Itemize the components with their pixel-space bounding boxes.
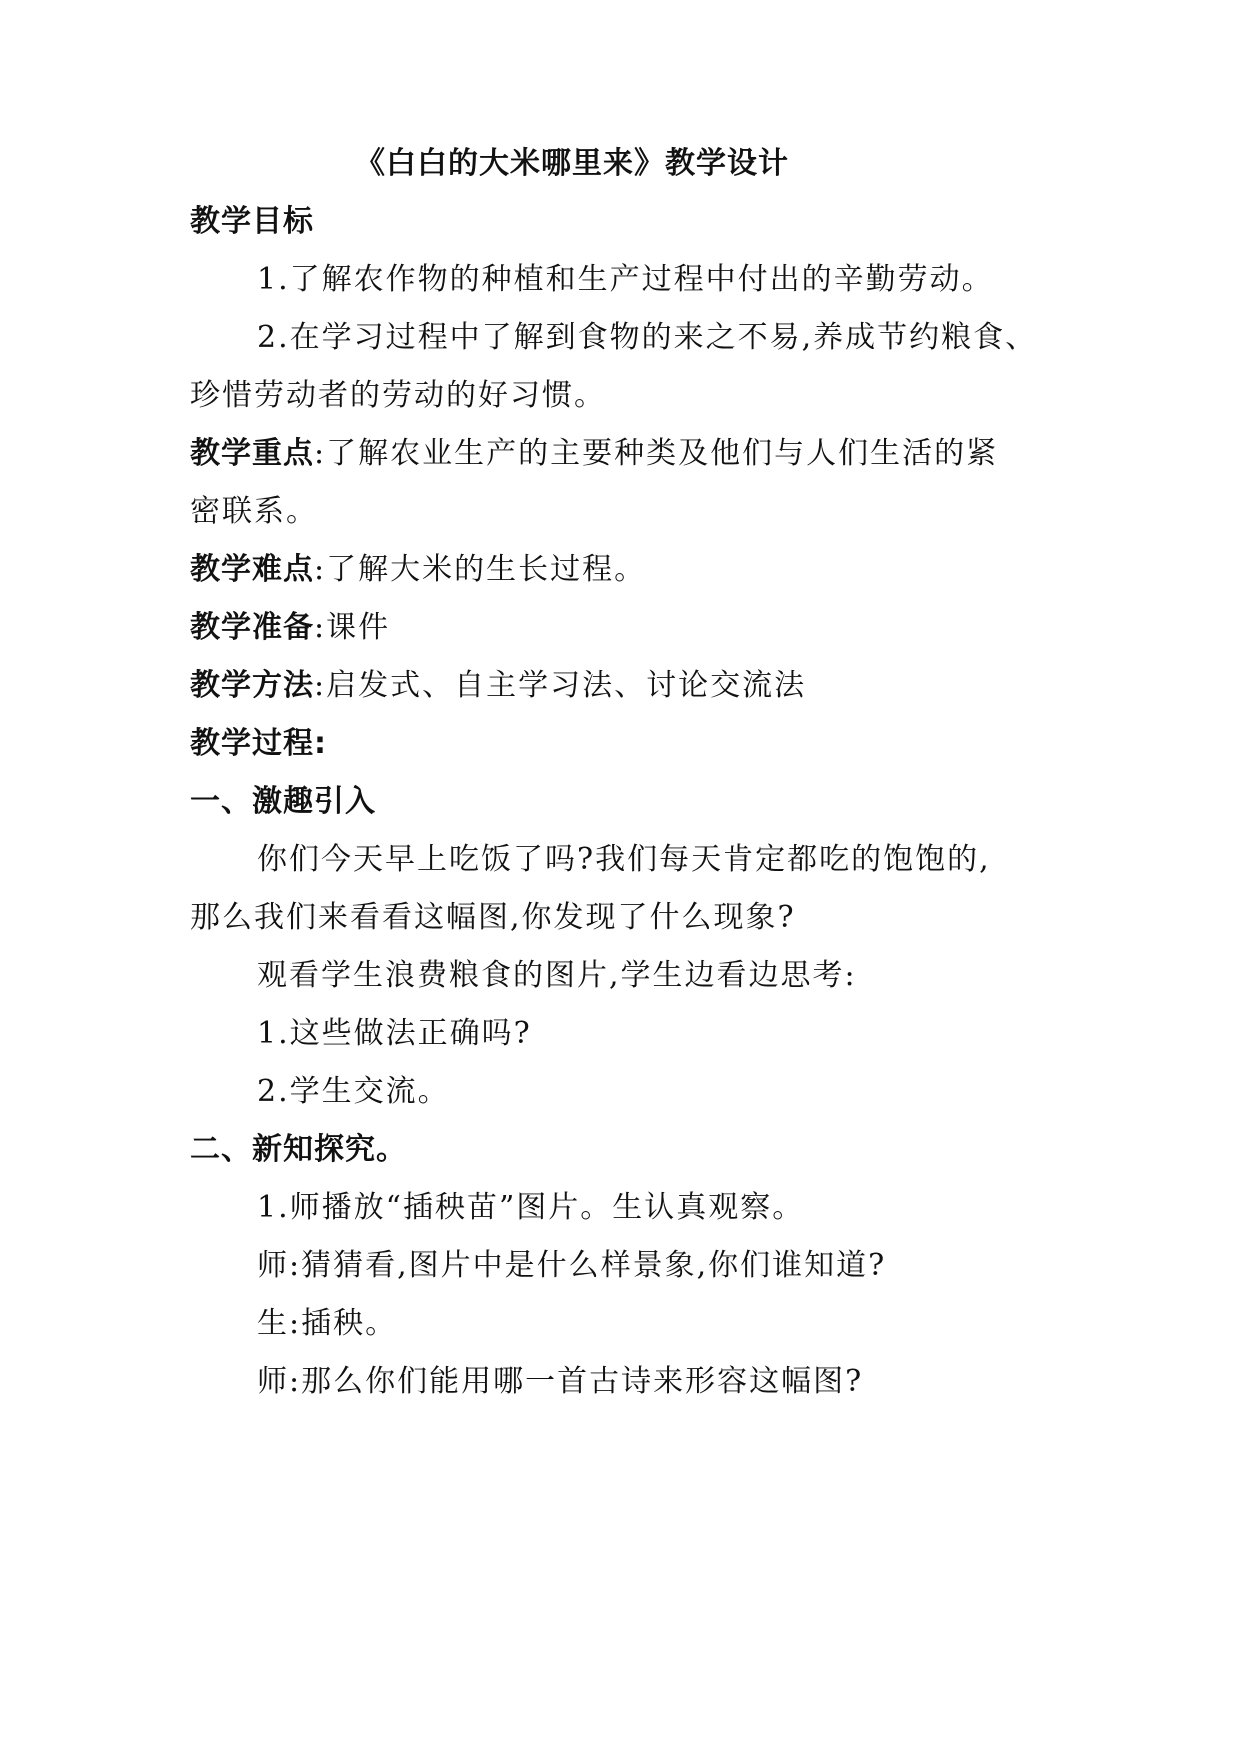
section-2-teacher-line-2: 师:那么你们能用哪一首古诗来形容这幅图? — [257, 1364, 864, 1399]
method-row — [190, 665, 806, 707]
objective-item-2-line-1: 2.在学习过程中了解到食物的来之不易,养成节约粮食、 — [257, 320, 1038, 355]
section-1-paragraph-line-2: 那么我们来看看这幅图,你发现了什么现象? — [190, 900, 796, 935]
key-points-row — [190, 433, 998, 475]
section-1-question-2: 2.学生交流。 — [257, 1074, 450, 1109]
difficulty-text: :了解大米的生长过程。 — [314, 552, 647, 587]
objective-item-2-line-2: 珍惜劳动者的劳动的好习惯。 — [190, 378, 606, 413]
method-text: :启发式、自主学习法、讨论交流法 — [314, 668, 807, 703]
section-1-paragraph-2: 观看学生浪费粮食的图片,学生边看边思考: — [257, 958, 857, 993]
objective-item-1: 1.了解农作物的种植和生产过程中付出的辛勤劳动。 — [257, 262, 994, 297]
section-2-teacher-line-1: 师:猜猜看,图片中是什么样景象,你们谁知道? — [257, 1248, 887, 1283]
difficulty-row — [190, 549, 646, 591]
key-points-text-line-2: 密联系。 — [190, 494, 318, 529]
preparation-text: :课件 — [314, 610, 391, 645]
section-2-student-line-1: 生:插秧。 — [257, 1306, 398, 1341]
preparation-label: 教学准备 — [190, 610, 314, 645]
section-2-heading: 二、新知探究。 — [190, 1132, 407, 1167]
section-1-paragraph-line-1: 你们今天早上吃饭了吗?我们每天肯定都吃的饱饱的, — [257, 842, 991, 877]
objectives-heading: 教学目标 — [190, 204, 314, 239]
preparation-row — [190, 607, 390, 649]
key-points-label: 教学重点 — [190, 436, 314, 471]
section-2-paragraph-1: 1.师播放“插秧苗”图片。生认真观察。 — [257, 1190, 805, 1225]
key-points-text: :了解农业生产的主要种类及他们与人们生活的紧 — [314, 436, 999, 471]
difficulty-label: 教学难点 — [190, 552, 314, 587]
process-heading: 教学过程: — [190, 726, 327, 761]
method-label: 教学方法 — [190, 668, 314, 703]
section-1-question-1: 1.这些做法正确吗? — [257, 1016, 532, 1051]
section-1-heading: 一、激趣引入 — [190, 784, 376, 819]
document-title: 《白白的大米哪里来》教学设计 — [355, 146, 789, 181]
